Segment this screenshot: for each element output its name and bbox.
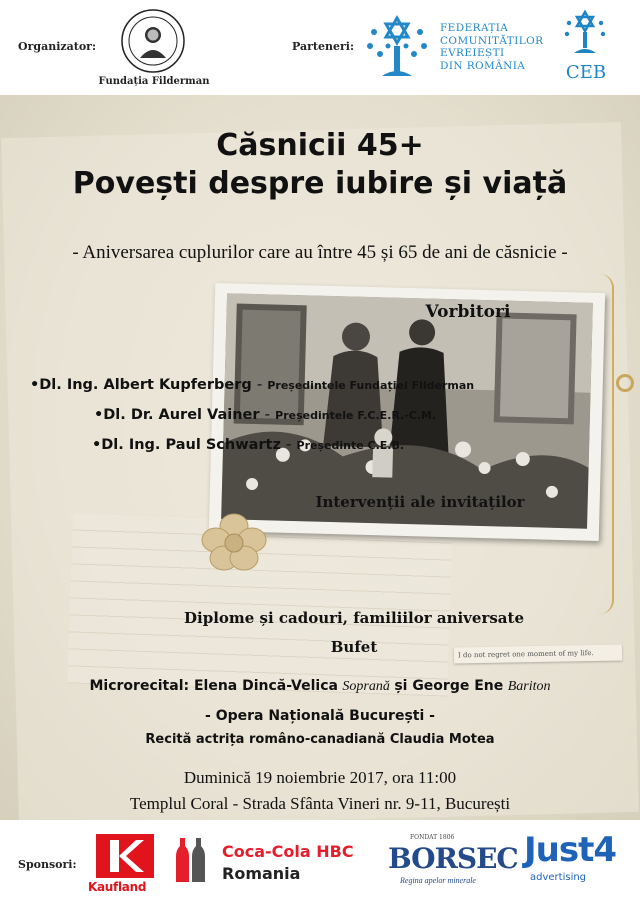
ceb-tree-logo bbox=[562, 8, 608, 54]
partner-name-line: DIN ROMÂNIA bbox=[440, 59, 526, 72]
recital-voice-1: Soprană bbox=[342, 679, 390, 694]
speaker-role: Președintele Fundației Filderman bbox=[267, 379, 475, 392]
partner-name-line: EVREIEȘTI bbox=[440, 47, 505, 59]
partner-name-line: FEDERAȚIA bbox=[440, 22, 509, 34]
kaufland-name: Kaufland bbox=[88, 880, 147, 894]
sponsors-bar bbox=[0, 820, 640, 906]
event-subtitle: - Aniversarea cuplurilor care au între 45 și 65 de ani de căsnicie - bbox=[72, 242, 568, 263]
event-venue: Templul Coral - Strada Sfânta Vineri nr. 9-11, București bbox=[129, 794, 511, 813]
partner-ceb-name: CEB bbox=[565, 62, 607, 83]
bottles-icon bbox=[174, 834, 210, 884]
partners-label: Parteneri: bbox=[292, 40, 355, 53]
speaker-name: •Dl. Dr. Aurel Vainer bbox=[94, 407, 260, 423]
speaker-name: •Dl. Ing. Albert Kupferberg bbox=[30, 377, 252, 393]
event-title-line-1: Căsnicii 45+ bbox=[216, 128, 424, 163]
sponsors-label: Sponsori: bbox=[18, 858, 77, 871]
just4-tagline: advertising bbox=[530, 872, 587, 883]
recitation-line: Recită actrița româno-canadiană Claudia Motea bbox=[145, 732, 495, 747]
speakers-heading: Vorbitori bbox=[425, 302, 511, 322]
speaker-role: Președintele F.C.E.R.-C.M. bbox=[275, 409, 437, 422]
speaker-name: •Dl. Ing. Paul Schwartz bbox=[92, 437, 281, 453]
speaker-item: •Dl. Ing. Paul Schwartz - Președinte C.E.B. bbox=[92, 434, 405, 453]
just4-logo: Just4 bbox=[524, 830, 617, 870]
kaufland-logo bbox=[96, 834, 154, 878]
tree-of-life-logo bbox=[362, 12, 432, 82]
organizer-label: Organizator: bbox=[18, 40, 97, 53]
quote-text: I do not regret one moment of my life. bbox=[457, 649, 594, 660]
organizer-name: Fundația Filderman bbox=[98, 76, 210, 87]
speaker-role: Președinte C.E.B. bbox=[296, 439, 405, 452]
event-title-line-2: Povești despre iubire și viață bbox=[72, 166, 568, 201]
borsec-tagline: Regina apelor minerale bbox=[400, 876, 476, 885]
filderman-seal-logo bbox=[120, 8, 186, 74]
buffet-line: Bufet bbox=[330, 638, 378, 656]
guest-interventions: Intervenții ale invitaților bbox=[315, 493, 525, 511]
diplomas-line: Diplome și cadouri, familiilor aniversate bbox=[184, 609, 524, 627]
decorative-ribbon bbox=[600, 274, 614, 614]
recital-performer-2: și George Ene bbox=[394, 678, 504, 694]
speaker-item: •Dl. Dr. Aurel Vainer - Președintele F.C.E.R.-C.M. bbox=[94, 404, 437, 423]
cocacola-hbc-country: Romania bbox=[222, 864, 301, 883]
recital-voice-2: Bariton bbox=[507, 679, 551, 694]
header-bar bbox=[0, 0, 640, 95]
microrecital-line bbox=[0, 678, 640, 695]
borsec-logo: BORSEC bbox=[388, 842, 518, 875]
partner-name-line: COMUNITĂȚILOR bbox=[440, 34, 544, 47]
decorative-ring bbox=[616, 374, 634, 392]
fabric-flower-icon bbox=[198, 512, 270, 574]
partner-federation-name bbox=[440, 22, 543, 72]
opera-line: - Opera Națională București - bbox=[205, 708, 435, 724]
cocacola-hbc-name: Coca-Cola HBC bbox=[222, 842, 354, 861]
event-date: Duminică 19 noiembrie 2017, ora 11:00 bbox=[183, 768, 457, 787]
speaker-item: •Dl. Ing. Albert Kupferberg - Președintele Fundației Filderman bbox=[30, 374, 475, 393]
recital-performer-1: Microrecital: Elena Dincă-Velica bbox=[89, 678, 338, 694]
borsec-founded-tag: FONDAT 1806 bbox=[410, 834, 455, 841]
kaufland-k-icon bbox=[96, 834, 154, 878]
